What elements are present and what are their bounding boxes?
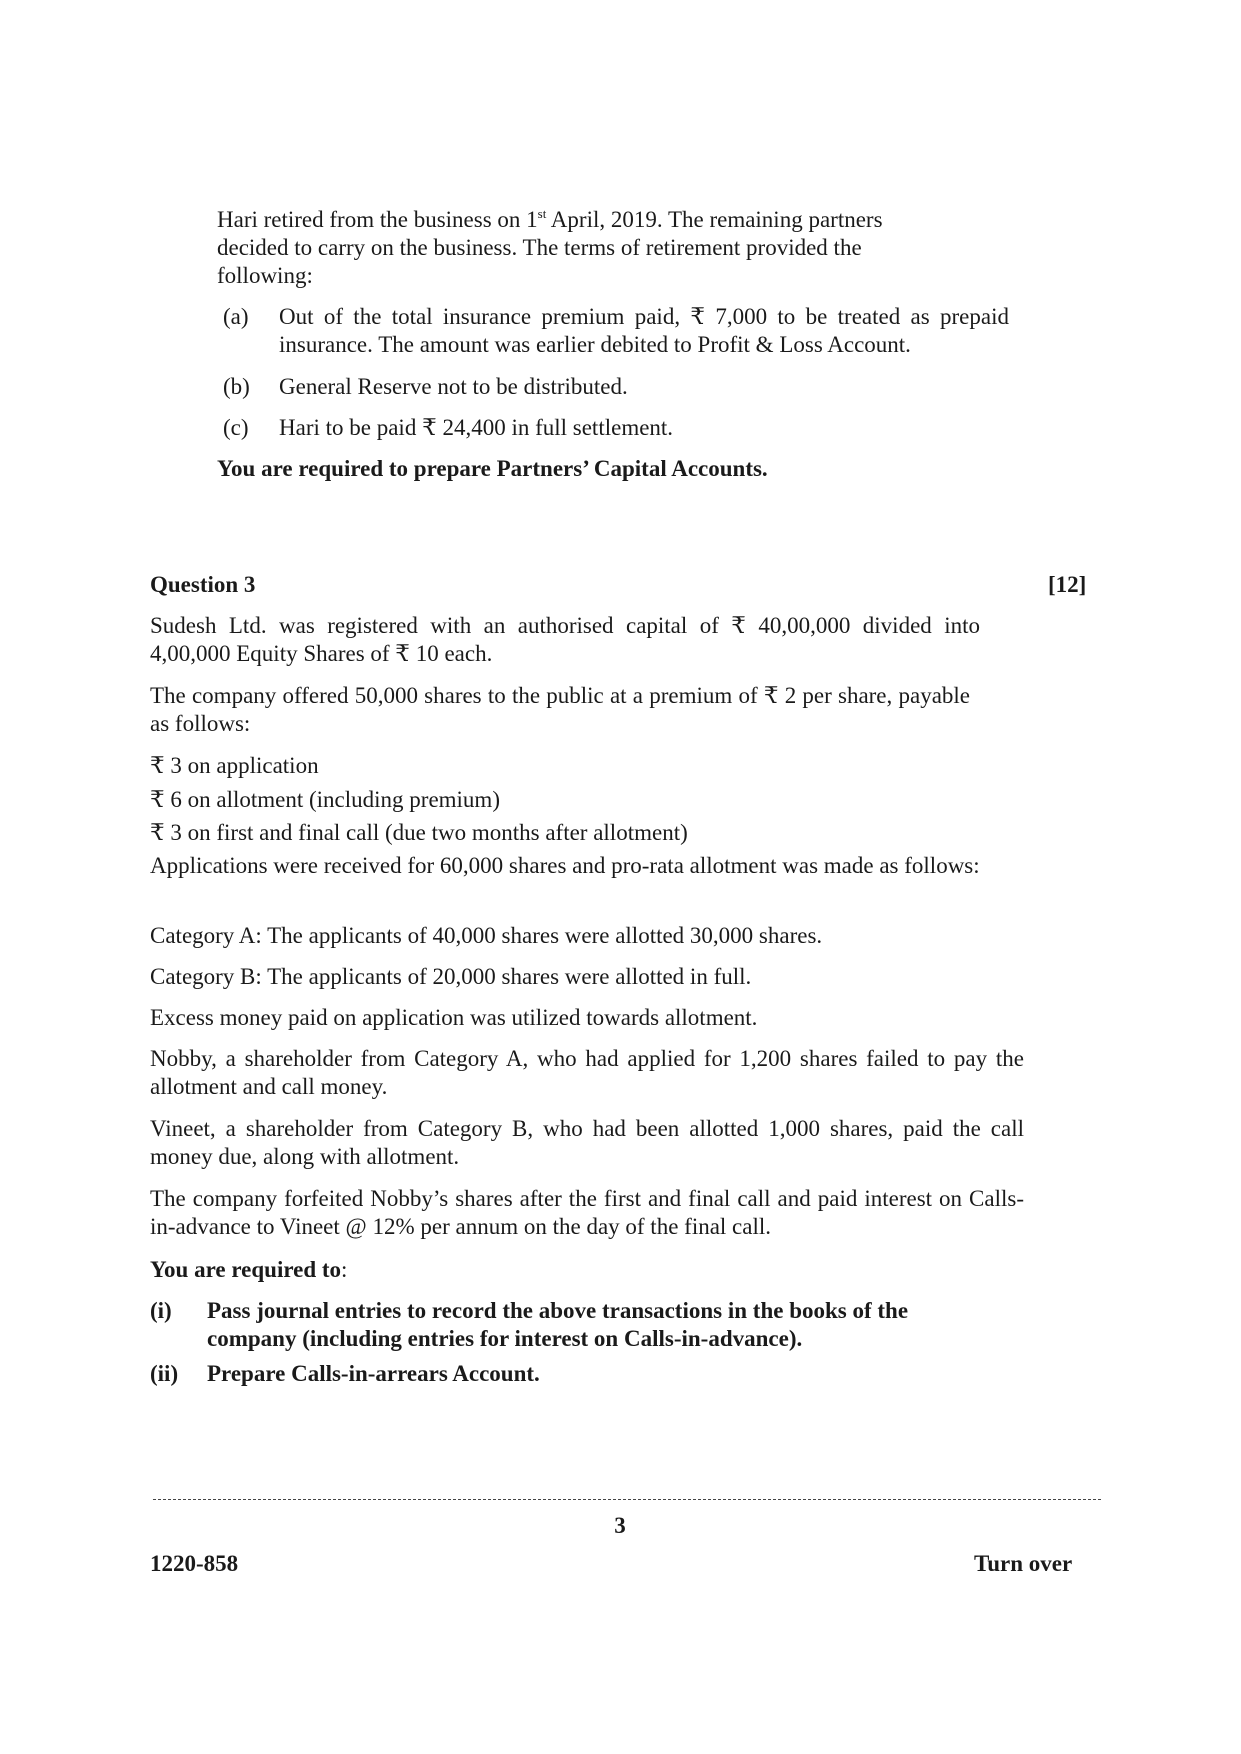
payment-call: ₹ 3 on first and final call (due two months after allotment) bbox=[150, 820, 688, 845]
term-label: (a) bbox=[223, 304, 249, 329]
payment-application: ₹ 3 on application bbox=[150, 753, 319, 778]
intro-line-1: Hari retired from the business on 1st April, 2019. The remaining partners bbox=[217, 206, 883, 232]
term-text: Out of the total insurance premium paid, ₹ 7,000 to be treated as prepaid insurance. The amount was earlier debited to Profit & Loss Account. bbox=[279, 304, 1009, 357]
q3-paragraph-4: Excess money paid on application was utilized towards allotment. bbox=[150, 1005, 758, 1030]
page-number: 3 bbox=[614, 1513, 626, 1538]
intro-paragraph bbox=[217, 206, 977, 290]
term-text: Hari to be paid ₹ 24,400 in full settlement. bbox=[279, 415, 674, 440]
category-b: Category B: The applicants of 20,000 shares were allotted in full. bbox=[150, 964, 752, 989]
task-text: Prepare Calls-in-arrears Account. bbox=[207, 1361, 540, 1386]
q3-paragraph-2: The company offered 50,000 shares to the public at a premium of ₹ 2 per share, payable as follows: bbox=[150, 683, 970, 736]
footer-divider bbox=[153, 1499, 1101, 1500]
intro-line-2: decided to carry on the business. The terms of retirement provided the bbox=[217, 235, 862, 260]
q3-paragraph-7: The company forfeited Nobby’s shares after the first and final call and paid interest on Calls-in-advance to Vineet @ 12% per annum on the day of the final call. bbox=[150, 1186, 1024, 1239]
q3-paragraph-3: Applications were received for 60,000 shares and pro-rata allotment was made as follows: bbox=[150, 853, 980, 878]
paper-code: 1220-858 bbox=[150, 1551, 239, 1576]
q2-requirement: You are required to prepare Partners’ Capital Accounts. bbox=[217, 456, 768, 481]
q3-paragraph-1: Sudesh Ltd. was registered with an authorised capital of ₹ 40,00,000 divided into 4,00,000 Equity Shares of ₹ 10 each. bbox=[150, 613, 980, 666]
category-a: Category A: The applicants of 40,000 shares were allotted 30,000 shares. bbox=[150, 923, 823, 948]
payment-allotment: ₹ 6 on allotment (including premium) bbox=[150, 787, 500, 812]
term-label: (b) bbox=[223, 374, 250, 399]
q3-requirement: You are required to: bbox=[150, 1257, 348, 1282]
q3-paragraph-5: Nobby, a shareholder from Category A, who had applied for 1,200 shares failed to pay the allotment and call money. bbox=[150, 1046, 1024, 1099]
task-label: (i) bbox=[150, 1298, 172, 1323]
question-marks: [12] bbox=[1048, 572, 1087, 597]
term-text: General Reserve not to be distributed. bbox=[279, 374, 628, 399]
term-label: (c) bbox=[223, 415, 249, 440]
task-label: (ii) bbox=[150, 1361, 179, 1386]
task-text: Pass journal entries to record the above transactions in the books of the company (including entries for interest on Calls-in-advance). bbox=[207, 1298, 909, 1351]
ordinal-suffix: st bbox=[537, 206, 547, 221]
intro-line-3: following: bbox=[217, 263, 313, 288]
question-title: Question 3 bbox=[150, 572, 256, 597]
turn-over: Turn over bbox=[974, 1551, 1073, 1576]
q3-paragraph-6: Vineet, a shareholder from Category B, who had been allotted 1,000 shares, paid the call money due, along with allotment. bbox=[150, 1116, 1024, 1169]
